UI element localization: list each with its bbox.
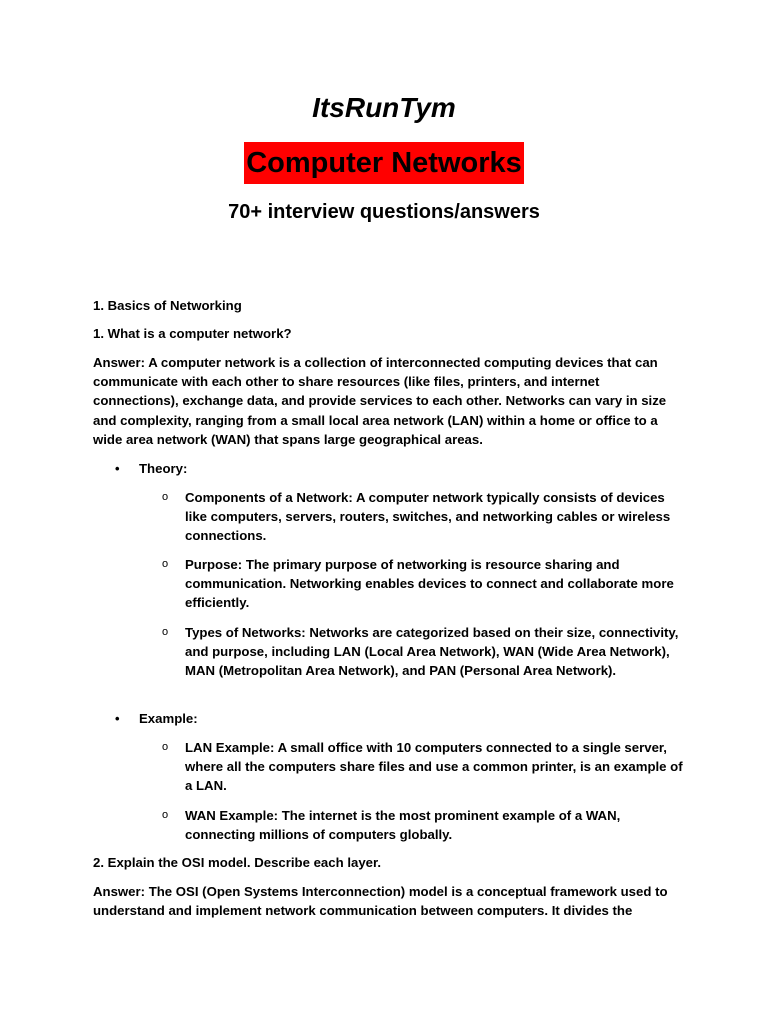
example-item: LAN Example: A small office with 10 computers connected to a single server, where all the computers share files and use a common printer, is an example of a LAN.: [185, 740, 683, 794]
document-title-container: [0, 142, 768, 184]
answer-2: Answer: The OSI (Open Systems Interconnection) model is a conceptual framework used to understand and implement network communication between computers. It divides the: [93, 884, 668, 919]
theory-item: Purpose: The primary purpose of networking is resource sharing and communication. Networking enables devices to connect and collaborate more efficiently.: [185, 557, 674, 611]
circle-bullet-icon: o: [162, 741, 169, 753]
document-subtitle: 70+ interview questions/answers: [228, 201, 540, 223]
circle-bullet-icon: o: [162, 558, 169, 570]
answer-1: Answer: A computer network is a collection of interconnected computing devices that can communicate with each other to share resources (like files, printers, and internet connections), exchange data, and provide services to each other. Networks can vary in size and complexity, ranging from a small local area network (LAN) within a home or office to a wide area network (WAN) that spans large geographical areas.: [93, 355, 667, 447]
theory-item: Components of a Network: A computer network typically consists of devices like computers, servers, routers, switches, and networking cables or wireless connections.: [185, 490, 671, 544]
theory-label: Theory:: [139, 461, 188, 476]
circle-bullet-icon: o: [162, 626, 169, 638]
document-title: Computer Networks: [244, 142, 524, 184]
theory-item: Types of Networks: Networks are categorized based on their size, connectivity, and purpose, including LAN (Local Area Network), WAN (Wide Area Network), MAN (Metropolitan Area Network), and PAN (Personal Area Network).: [185, 625, 679, 679]
question-2: 2. Explain the OSI model. Describe each layer.: [93, 855, 382, 870]
circle-bullet-icon: o: [162, 491, 169, 503]
bullet-icon: •: [115, 461, 120, 476]
example-label: Example:: [139, 711, 198, 726]
bullet-icon: •: [115, 711, 120, 726]
section-heading: 1. Basics of Networking: [93, 298, 242, 313]
brand-name: ItsRunTym: [312, 92, 456, 123]
circle-bullet-icon: o: [162, 809, 169, 821]
question-1: 1. What is a computer network?: [93, 326, 292, 341]
example-item: WAN Example: The internet is the most prominent example of a WAN, connecting millions of computers globally.: [185, 808, 621, 843]
